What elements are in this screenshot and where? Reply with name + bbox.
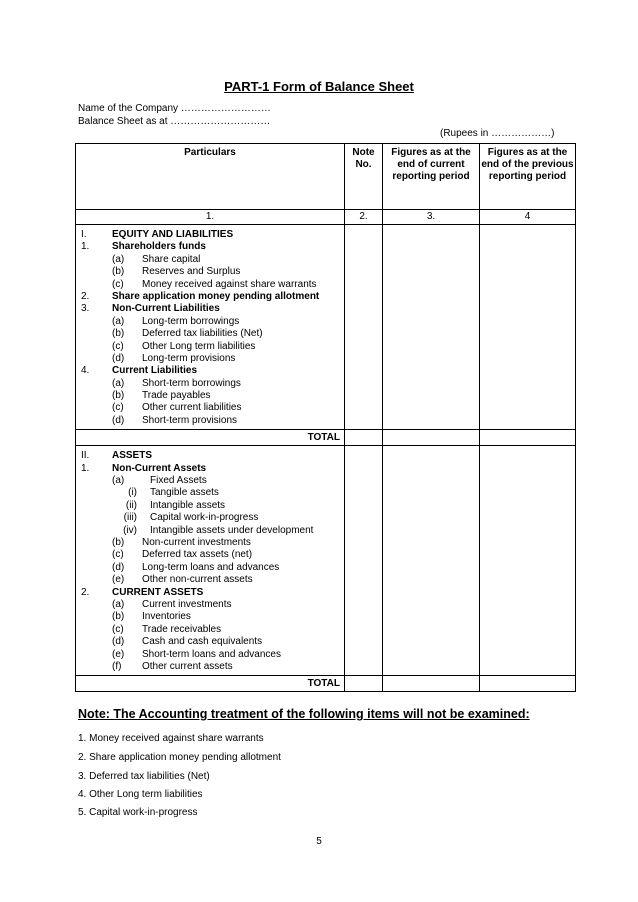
note-item: 2. Share application money pending allotment	[78, 752, 281, 763]
item-label: Trade payables	[142, 390, 211, 402]
note-item: 5. Capital work-in-progress	[78, 807, 198, 818]
item-label: Short-term loans and advances	[142, 648, 281, 660]
roman-marker: (ii)	[125, 499, 137, 511]
sub-item-marker: (a)	[112, 377, 125, 389]
item-label: Other Long term liabilities	[142, 340, 256, 352]
table-header-row	[76, 144, 576, 210]
line-item	[76, 624, 344, 636]
note-item: 1. Money received against share warrants	[78, 733, 264, 744]
item-label: Cash and cash equivalents	[142, 636, 263, 648]
line-item	[76, 303, 344, 315]
item-label: Non-Current Liabilities	[112, 303, 220, 315]
line-item	[76, 525, 344, 537]
item-label: Current Liabilities	[112, 365, 198, 377]
note-item: 3. Deferred tax liabilities (Net)	[78, 771, 210, 782]
current-period-cell	[383, 225, 480, 430]
line-item	[76, 229, 344, 241]
line-item	[76, 254, 344, 266]
note-item: 4. Other Long term liabilities	[78, 789, 203, 800]
item-label: Money received against share warrants	[142, 278, 317, 290]
line-item	[76, 611, 344, 623]
item-label: Long-term provisions	[142, 352, 236, 364]
line-item	[76, 649, 344, 661]
item-label: Non-Current Assets	[112, 462, 207, 474]
line-item	[76, 415, 344, 427]
sub-item-marker: (d)	[112, 352, 125, 364]
sub-item-marker: (d)	[112, 636, 125, 648]
sub-item-marker: (b)	[112, 266, 125, 278]
assets-section	[76, 446, 576, 676]
note-heading: Note: The Accounting treatment of the following items will not be examined:	[78, 707, 530, 721]
sub-item-marker: (b)	[112, 328, 125, 340]
sub-item-marker: (d)	[112, 414, 125, 426]
roman-marker: (i)	[128, 487, 137, 499]
sub-item-marker: (a)	[112, 475, 125, 487]
page-title: PART-1 Form of Balance Sheet	[224, 79, 414, 94]
current-period-cell	[383, 446, 480, 676]
line-item	[76, 500, 344, 512]
line-item	[76, 661, 344, 673]
column-number: 3.	[383, 210, 480, 225]
header-note-no: Note No.	[345, 144, 383, 210]
header-previous-period: Figures as at the end of the previous reporting period	[480, 144, 576, 210]
currency-unit-note: (Rupees in ………………)	[440, 128, 555, 139]
item-label: EQUITY AND LIABILITIES	[112, 229, 234, 240]
equity-liabilities-section	[76, 225, 576, 430]
item-number: I.	[81, 229, 87, 240]
sub-item-marker: (b)	[112, 390, 125, 402]
header-particulars: Particulars	[76, 144, 345, 210]
line-item	[76, 241, 344, 253]
item-number: 2.	[81, 586, 90, 598]
item-label: Inventories	[142, 611, 191, 623]
item-number: 2.	[81, 290, 90, 302]
item-label: Fixed Assets	[150, 475, 207, 487]
line-item	[76, 402, 344, 414]
item-label: Intangible assets	[150, 499, 226, 511]
line-item	[76, 341, 344, 353]
previous-period-cell	[480, 430, 576, 446]
line-item	[76, 378, 344, 390]
previous-period-cell	[480, 676, 576, 692]
sub-item-marker: (c)	[112, 340, 124, 352]
line-item	[76, 316, 344, 328]
item-label: Other non-current assets	[142, 574, 253, 586]
total-row-assets	[76, 676, 576, 692]
sub-item-marker: (f)	[112, 660, 122, 672]
column-number-row	[76, 210, 576, 225]
sub-item-marker: (a)	[112, 253, 125, 265]
item-label: Reserves and Surplus	[142, 266, 241, 278]
company-name-line: Name of the Company ………………………	[78, 103, 271, 114]
item-label: Intangible assets under development	[150, 524, 314, 536]
current-period-cell	[383, 430, 480, 446]
line-item	[76, 537, 344, 549]
item-label: Short-term provisions	[142, 414, 238, 426]
assets-items	[76, 446, 344, 675]
roman-marker: (iii)	[123, 512, 137, 524]
line-item	[76, 636, 344, 648]
line-item	[76, 365, 344, 377]
sub-item-marker: (c)	[112, 549, 124, 561]
item-label: Long-term loans and advances	[142, 561, 280, 573]
total-row-liabilities	[76, 430, 576, 446]
item-number: 3.	[81, 303, 90, 315]
item-label: CURRENT ASSETS	[112, 586, 204, 598]
note-cell	[345, 446, 383, 676]
sub-item-marker: (e)	[112, 648, 125, 660]
line-item	[76, 599, 344, 611]
item-label: Long-term borrowings	[142, 315, 240, 327]
item-label: Deferred tax liabilities (Net)	[142, 328, 263, 340]
item-label: Other current liabilities	[142, 402, 242, 414]
page-number: 5	[316, 836, 322, 847]
item-number: 4.	[81, 365, 90, 377]
line-item	[76, 279, 344, 291]
line-item	[76, 266, 344, 278]
total-label: TOTAL	[76, 676, 345, 692]
sub-item-marker: (d)	[112, 561, 125, 573]
balance-sheet-date-line: Balance Sheet as at …………………………	[78, 116, 271, 127]
item-number: II.	[81, 450, 90, 462]
sub-item-marker: (a)	[112, 598, 125, 610]
sub-item-marker: (b)	[112, 611, 125, 623]
note-cell	[345, 225, 383, 430]
note-cell	[345, 430, 383, 446]
line-item	[76, 475, 344, 487]
sub-item-marker: (a)	[112, 315, 125, 327]
line-item	[76, 291, 344, 303]
sub-item-marker: (b)	[112, 536, 125, 548]
current-period-cell	[383, 676, 480, 692]
previous-period-cell	[480, 225, 576, 430]
line-item	[76, 353, 344, 365]
item-label: Deferred tax assets (net)	[142, 549, 253, 561]
item-label: Shareholders funds	[112, 241, 206, 253]
item-label: ASSETS	[112, 450, 153, 462]
item-label: Other current assets	[142, 660, 233, 672]
line-item	[76, 587, 344, 599]
total-label: TOTAL	[76, 430, 345, 446]
sub-item-marker: (c)	[112, 278, 124, 290]
header-current-period: Figures as at the end of current reporting period	[383, 144, 480, 210]
roman-marker: (iv)	[123, 524, 137, 536]
line-item	[76, 562, 344, 574]
item-label: Short-term borrowings	[142, 377, 241, 389]
item-label: Current investments	[142, 598, 232, 610]
line-item	[76, 487, 344, 499]
line-item	[76, 450, 344, 462]
previous-period-cell	[480, 446, 576, 676]
item-label: Non-current investments	[142, 536, 251, 548]
line-item	[76, 574, 344, 586]
item-number: 1.	[81, 462, 90, 474]
equity-liabilities-items	[76, 225, 344, 429]
line-item	[76, 549, 344, 561]
column-number: 4	[480, 210, 576, 225]
item-label: Trade receivables	[142, 623, 222, 635]
sub-item-marker: (c)	[112, 402, 124, 414]
line-item	[76, 328, 344, 340]
item-label: Capital work-in-progress	[150, 512, 259, 524]
item-label: Tangible assets	[150, 487, 219, 499]
item-label: Share application money pending allotment	[112, 290, 320, 302]
line-item	[76, 390, 344, 402]
line-item	[76, 512, 344, 524]
balance-sheet-table	[75, 143, 576, 692]
sub-item-marker: (e)	[112, 574, 125, 586]
line-item	[76, 463, 344, 475]
column-number: 1.	[76, 210, 345, 225]
item-label: Share capital	[142, 253, 201, 265]
column-number: 2.	[345, 210, 383, 225]
note-cell	[345, 676, 383, 692]
item-number: 1.	[81, 241, 90, 253]
sub-item-marker: (c)	[112, 623, 124, 635]
